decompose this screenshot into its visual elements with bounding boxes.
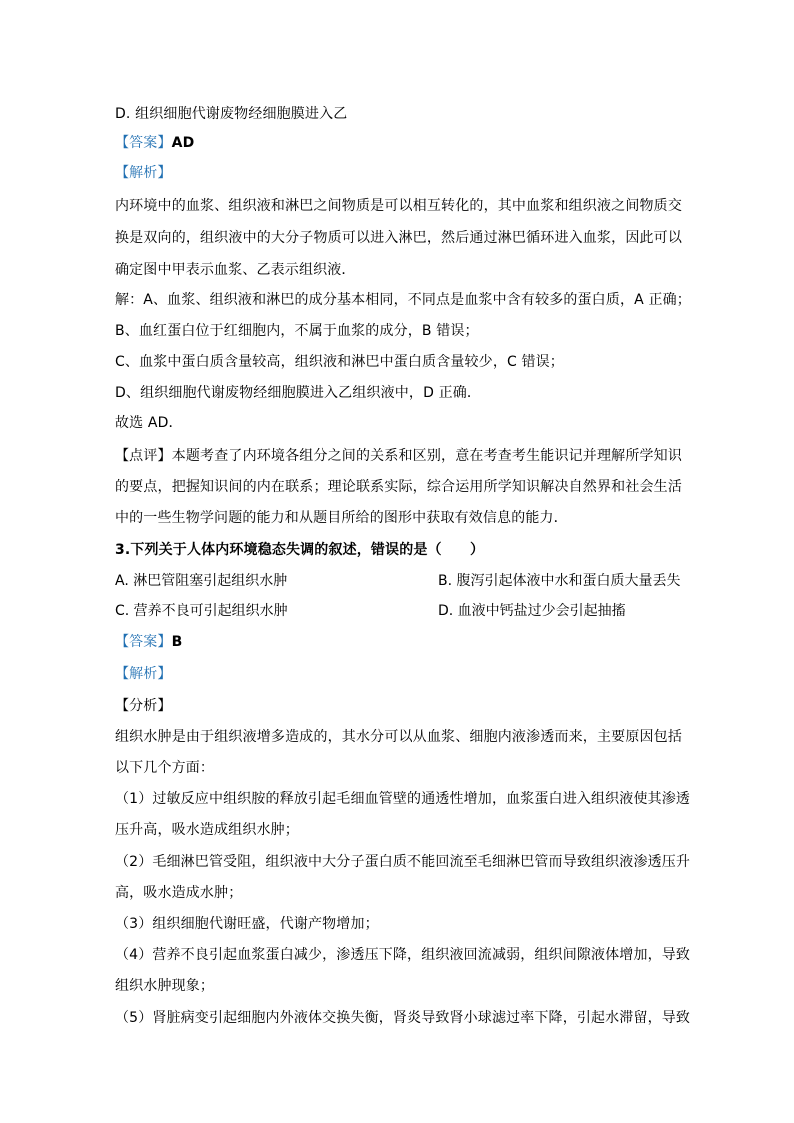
- explain-line: D、组织细胞代谢废物经细胞膜进入乙组织液中，D 正确．: [115, 385, 482, 401]
- body-line: 以下几个方面：: [115, 760, 215, 776]
- analysis-subheading: 【分析】: [115, 698, 172, 714]
- comment-line: 中的一些生物学问题的能力和从题目所给的图形中获取有效信息的能力．: [115, 510, 568, 526]
- body-line: （2）毛细淋巴管受阻，组织液中大分子蛋白质不能回流至毛细淋巴管而导致组织液渗透压升: [115, 854, 691, 870]
- answer-tag: 【答案】: [115, 135, 172, 151]
- comment-line: 的要点，把握知识间的内在联系；理论联系实际，综合运用所学知识解决自然界和社会生活: [115, 479, 682, 495]
- q3-option-a: A. 淋巴管阻塞引起组织水肿: [115, 573, 288, 589]
- body-line: 组织水肿是由于组织液增多造成的，其水分可以从血浆、细胞内液渗透而来，主要原因包括: [115, 729, 682, 745]
- q2-option-d: D. 组织细胞代谢废物经细胞膜进入乙: [115, 106, 348, 122]
- comment-line: 【点评】本题考查了内环境各组分之间的关系和区别，意在考查考生能识记并理解所学知识: [115, 448, 682, 464]
- explain-line: 内环境中的血浆、组织液和淋巴之间物质是可以相互转化的，其中血浆和组织液之间物质交: [115, 198, 682, 214]
- explain-line: 确定图中甲表示血浆、乙表示组织液．: [115, 262, 356, 278]
- body-line: （4）营养不良引起血浆蛋白减少，渗透压下降，组织液回流减弱，组织间隙液体增加，导致: [115, 947, 691, 963]
- explain-line: C、血浆中蛋白质含量较高，组织液和淋巴中蛋白质含量较少，C 错误；: [115, 354, 564, 370]
- explain-line: 解：A、血浆、组织液和淋巴的成分基本相同，不同点是血浆中含有较多的蛋白质，A 正确；: [115, 292, 691, 308]
- analysis-tag: 【解析】: [115, 666, 172, 682]
- q3-option-d: D. 血液中钙盐过少会引起抽搐: [438, 603, 626, 619]
- explain-line: 故选 AD．: [115, 415, 183, 431]
- explain-line: B、血红蛋白位于红细胞内，不属于血浆的成分，B 错误；: [115, 323, 479, 339]
- q3-option-c: C. 营养不良可引起组织水肿: [115, 603, 288, 619]
- body-line: （5）肾脏病变引起细胞内外液体交换失衡，肾炎导致肾小球滤过率下降，引起水滞留，导致: [115, 1010, 691, 1026]
- q3-stem: 3.下列关于人体内环境稳态失调的叙述，错误的是（ ）: [115, 542, 485, 558]
- answer-tag: 【答案】: [115, 634, 172, 650]
- analysis-tag: 【解析】: [115, 165, 172, 181]
- body-line: 高，吸水造成水肿；: [115, 885, 243, 901]
- body-line: （1）过敏反应中组织胺的释放引起毛细血管壁的通透性增加，血浆蛋白进入组织液使其渗透: [115, 791, 691, 807]
- body-line: 组织水肿现象；: [115, 978, 215, 994]
- answer-value: B: [171, 634, 183, 650]
- body-line: 压升高，吸水造成组织水肿；: [115, 822, 299, 838]
- answer-value: AD: [171, 135, 195, 151]
- explain-line: 换是双向的，组织液中的大分子物质可以进入淋巴，然后通过淋巴循环进入血浆，因此可以: [115, 230, 682, 246]
- q3-answer-line: [115, 632, 182, 652]
- q3-option-b: B. 腹泻引起体液中水和蛋白质大量丢失: [438, 573, 681, 589]
- q2-answer-line: [115, 133, 194, 153]
- body-line: （3）组织细胞代谢旺盛，代谢产物增加；: [115, 916, 379, 932]
